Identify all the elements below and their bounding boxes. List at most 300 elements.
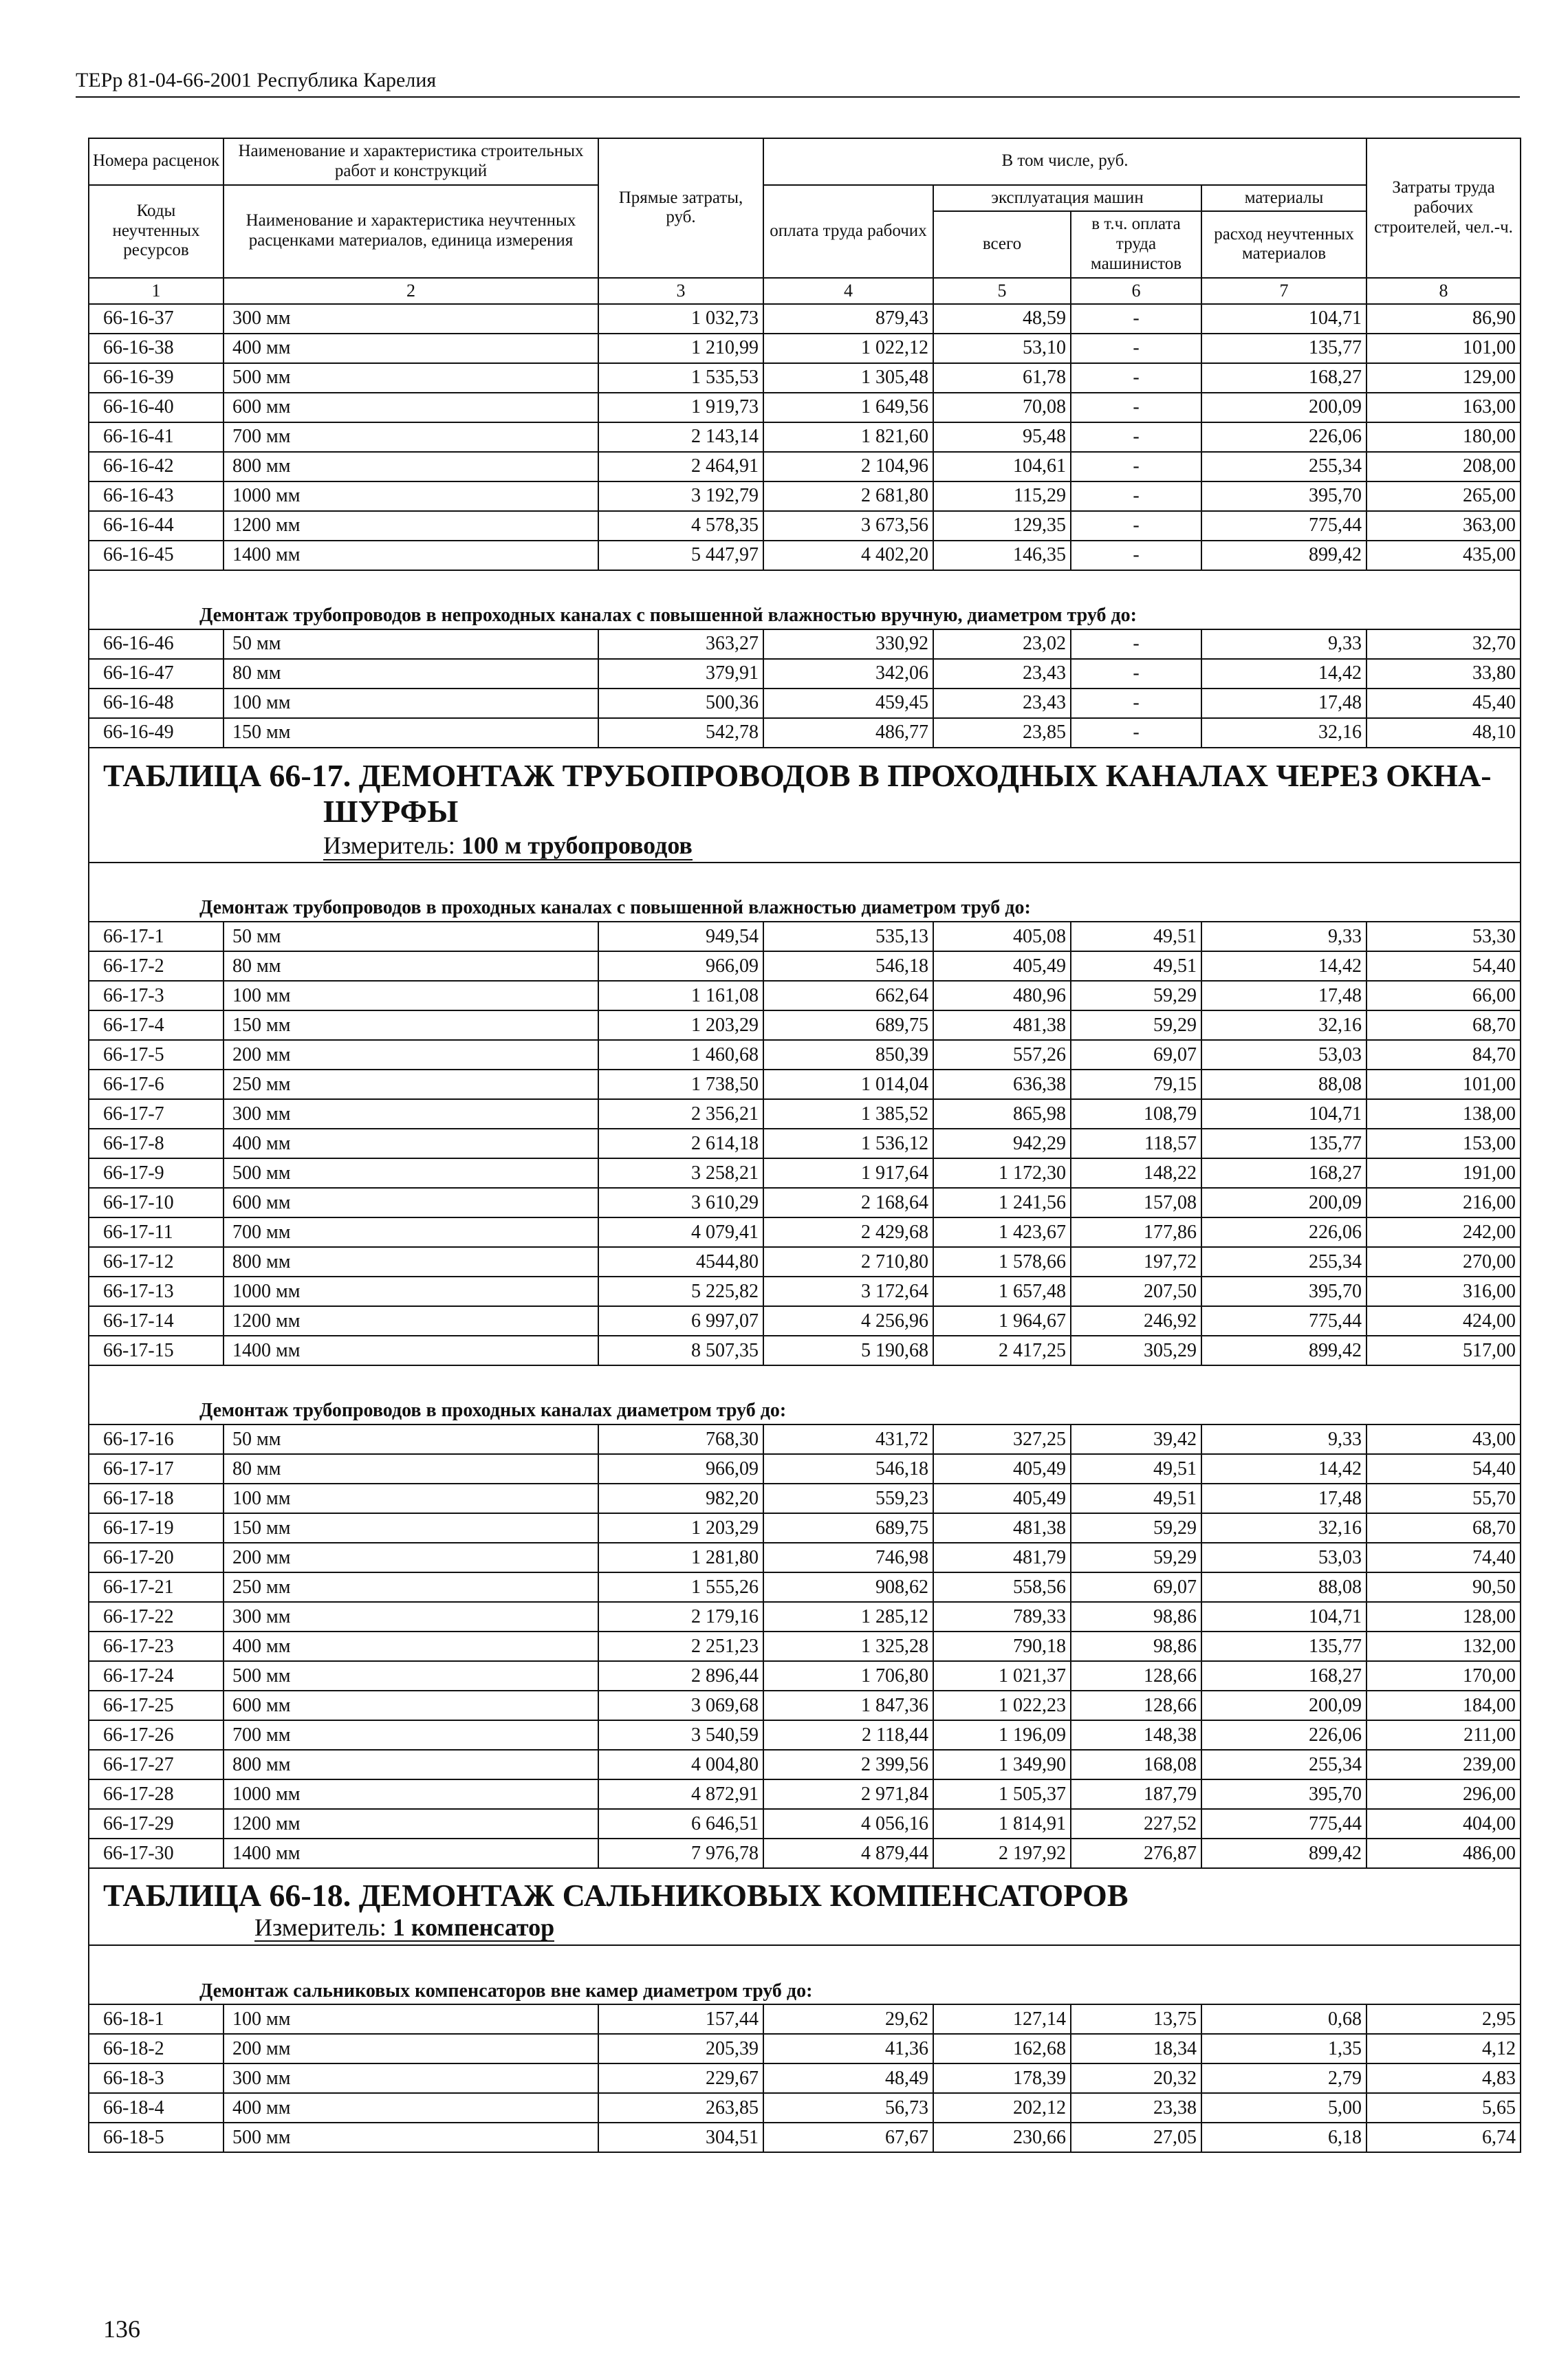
value-cell: 363,27 — [598, 629, 763, 659]
value-cell: 66,00 — [1366, 981, 1521, 1010]
rate-code: 66-17-22 — [89, 1602, 224, 1632]
table-row — [89, 541, 1521, 570]
header-machines: эксплуатация машин — [933, 185, 1201, 212]
value-cell: 435,00 — [1366, 541, 1521, 570]
value-cell: 296,00 — [1366, 1779, 1521, 1809]
value-cell: 191,00 — [1366, 1158, 1521, 1188]
value-cell: 500,36 — [598, 689, 763, 718]
table-row — [89, 1070, 1521, 1099]
table-row — [89, 1602, 1521, 1632]
value-cell: 207,50 — [1071, 1277, 1201, 1306]
value-cell: - — [1071, 541, 1201, 570]
value-cell: 229,67 — [598, 2063, 763, 2093]
value-cell: 5 447,97 — [598, 541, 763, 570]
table-row — [89, 1691, 1521, 1720]
diameter: 50 мм — [224, 629, 598, 659]
value-cell: 1,35 — [1201, 2034, 1366, 2063]
value-cell: 1 964,67 — [933, 1306, 1071, 1336]
value-cell: 3 673,56 — [763, 511, 933, 541]
value-cell: 128,66 — [1071, 1661, 1201, 1691]
measure-line — [323, 833, 693, 860]
value-cell: 88,08 — [1201, 1572, 1366, 1602]
value-cell: 17,48 — [1201, 1484, 1366, 1513]
rate-code: 66-17-24 — [89, 1661, 224, 1691]
diameter: 500 мм — [224, 1661, 598, 1691]
value-cell: 104,61 — [933, 452, 1071, 481]
value-cell: 5,65 — [1366, 2093, 1521, 2123]
value-cell: 966,09 — [598, 1454, 763, 1484]
diameter: 100 мм — [224, 981, 598, 1010]
value-cell: 101,00 — [1366, 1070, 1521, 1099]
value-cell: 128,00 — [1366, 1602, 1521, 1632]
rate-code: 66-17-26 — [89, 1720, 224, 1750]
diameter: 200 мм — [224, 1040, 598, 1070]
table-row — [89, 1010, 1521, 1040]
rate-code: 66-17-3 — [89, 981, 224, 1010]
diameter: 1200 мм — [224, 1306, 598, 1336]
value-cell: 2 143,14 — [598, 422, 763, 452]
value-cell: 1 032,73 — [598, 304, 763, 334]
value-cell: 27,05 — [1071, 2123, 1201, 2152]
table-row — [89, 1217, 1521, 1247]
diameter: 600 мм — [224, 393, 598, 422]
rate-code: 66-16-43 — [89, 481, 224, 511]
value-cell: 9,33 — [1201, 922, 1366, 951]
diameter: 250 мм — [224, 1070, 598, 1099]
value-cell: 202,12 — [933, 2093, 1071, 2123]
table-row — [89, 922, 1521, 951]
value-cell: 4,12 — [1366, 2034, 1521, 2063]
value-cell: 13,75 — [1071, 2004, 1201, 2034]
rate-code: 66-17-8 — [89, 1129, 224, 1158]
header-including: В том числе, руб. — [763, 138, 1366, 185]
value-cell: 899,42 — [1201, 1839, 1366, 1868]
value-cell: - — [1071, 393, 1201, 422]
value-cell: 39,42 — [1071, 1424, 1201, 1454]
value-cell: 129,00 — [1366, 363, 1521, 393]
rate-code: 66-16-46 — [89, 629, 224, 659]
value-cell: 1 241,56 — [933, 1188, 1071, 1217]
value-cell: 363,00 — [1366, 511, 1521, 541]
header-col1-b: Коды неучтенных ресурсов — [89, 185, 224, 278]
value-cell: 14,42 — [1201, 1454, 1366, 1484]
table-row — [89, 629, 1521, 659]
value-cell: 53,10 — [933, 334, 1071, 363]
header-col2-b: Наименование и характеристика неучтенных расценками материалов, единица измерения — [224, 185, 598, 278]
value-cell: 148,22 — [1071, 1158, 1201, 1188]
rate-code: 66-16-42 — [89, 452, 224, 481]
table-row — [89, 481, 1521, 511]
value-cell: 226,06 — [1201, 1720, 1366, 1750]
rate-code: 66-18-2 — [89, 2034, 224, 2063]
value-cell: 431,72 — [763, 1424, 933, 1454]
value-cell: 48,10 — [1366, 718, 1521, 748]
header-row-1 — [89, 138, 1521, 185]
table-row — [89, 422, 1521, 452]
diameter: 300 мм — [224, 2063, 598, 2093]
value-cell: 61,78 — [933, 363, 1071, 393]
rate-code: 66-17-13 — [89, 1277, 224, 1306]
rate-code: 66-17-28 — [89, 1779, 224, 1809]
diameter: 500 мм — [224, 363, 598, 393]
value-cell: 168,27 — [1201, 1661, 1366, 1691]
rate-code: 66-17-11 — [89, 1217, 224, 1247]
value-cell: - — [1071, 304, 1201, 334]
value-cell: 2 356,21 — [598, 1099, 763, 1129]
value-cell: 459,45 — [763, 689, 933, 718]
column-number: 3 — [598, 278, 763, 304]
table-title: ТАБЛИЦА 66-18. ДЕМОНТАЖ САЛЬНИКОВЫХ КОМПЕНСАТОРОВ — [103, 1878, 1129, 1914]
value-cell: 1 847,36 — [763, 1691, 933, 1720]
rate-code: 66-17-5 — [89, 1040, 224, 1070]
value-cell: 48,59 — [933, 304, 1071, 334]
value-cell: 481,38 — [933, 1010, 1071, 1040]
rate-code: 66-17-2 — [89, 951, 224, 981]
header-col7: расход неучтенных материалов — [1201, 211, 1366, 277]
value-cell: 1 161,08 — [598, 981, 763, 1010]
rate-code: 66-16-47 — [89, 659, 224, 689]
value-cell: 1 385,52 — [763, 1099, 933, 1129]
table-row — [89, 1661, 1521, 1691]
value-cell: 481,79 — [933, 1543, 1071, 1572]
value-cell: 1 657,48 — [933, 1277, 1071, 1306]
value-cell: 54,40 — [1366, 951, 1521, 981]
value-cell: 395,70 — [1201, 1277, 1366, 1306]
measure-value: 100 м трубопроводов — [461, 832, 693, 860]
diameter: 1200 мм — [224, 511, 598, 541]
table-row — [89, 1543, 1521, 1572]
diameter: 1400 мм — [224, 541, 598, 570]
value-cell: 6,74 — [1366, 2123, 1521, 2152]
value-cell: 4 879,44 — [763, 1839, 933, 1868]
value-cell: 53,03 — [1201, 1543, 1366, 1572]
value-cell: 84,70 — [1366, 1040, 1521, 1070]
value-cell: 216,00 — [1366, 1188, 1521, 1217]
value-cell: 180,00 — [1366, 422, 1521, 452]
rate-code: 66-17-29 — [89, 1809, 224, 1839]
header-row-2 — [89, 185, 1521, 212]
value-cell: 59,29 — [1071, 1543, 1201, 1572]
value-cell: 59,29 — [1071, 981, 1201, 1010]
diameter: 400 мм — [224, 1129, 598, 1158]
diameter: 200 мм — [224, 1543, 598, 1572]
value-cell: 43,00 — [1366, 1424, 1521, 1454]
column-number: 8 — [1366, 278, 1521, 304]
measure-label: Измеритель: — [254, 1913, 393, 1941]
value-cell: 95,48 — [933, 422, 1071, 452]
value-cell: 3 610,29 — [598, 1188, 763, 1217]
value-cell: 18,34 — [1071, 2034, 1201, 2063]
diameter: 1000 мм — [224, 1779, 598, 1809]
value-cell: - — [1071, 363, 1201, 393]
value-cell: 200,09 — [1201, 393, 1366, 422]
value-cell: 2 179,16 — [598, 1602, 763, 1632]
diameter: 700 мм — [224, 422, 598, 452]
value-cell: 424,00 — [1366, 1306, 1521, 1336]
value-cell: 74,40 — [1366, 1543, 1521, 1572]
value-cell: 7 976,78 — [598, 1839, 763, 1868]
value-cell: 2,95 — [1366, 2004, 1521, 2034]
value-cell: 1 210,99 — [598, 334, 763, 363]
value-cell: 197,72 — [1071, 1247, 1201, 1277]
value-cell: 101,00 — [1366, 334, 1521, 363]
table-row — [89, 1484, 1521, 1513]
column-number: 7 — [1201, 278, 1366, 304]
value-cell: 59,29 — [1071, 1010, 1201, 1040]
value-cell: 265,00 — [1366, 481, 1521, 511]
value-cell: 104,71 — [1201, 1602, 1366, 1632]
value-cell: - — [1071, 422, 1201, 452]
value-cell: 56,73 — [763, 2093, 933, 2123]
value-cell: 53,30 — [1366, 922, 1521, 951]
value-cell: 2 614,18 — [598, 1129, 763, 1158]
value-cell: 775,44 — [1201, 1306, 1366, 1336]
value-cell: 208,00 — [1366, 452, 1521, 481]
diameter: 1400 мм — [224, 1336, 598, 1365]
diameter: 400 мм — [224, 334, 598, 363]
value-cell: - — [1071, 629, 1201, 659]
value-cell: 4 402,20 — [763, 541, 933, 570]
value-cell: 6,18 — [1201, 2123, 1366, 2152]
value-cell: 1 203,29 — [598, 1010, 763, 1040]
price-table — [88, 138, 1521, 2153]
value-cell: 1 203,29 — [598, 1513, 763, 1543]
section-row-channels — [89, 1398, 1521, 1424]
value-cell: 41,36 — [763, 2034, 933, 2063]
value-cell: 23,43 — [933, 689, 1071, 718]
header-col5: всего — [933, 211, 1071, 277]
rate-code: 66-16-40 — [89, 393, 224, 422]
value-cell: - — [1071, 452, 1201, 481]
table-row — [89, 981, 1521, 1010]
table-row — [89, 659, 1521, 689]
value-cell: 1 022,12 — [763, 334, 933, 363]
value-cell: 1 814,91 — [933, 1809, 1071, 1839]
spacer-row — [89, 1365, 1521, 1398]
header-col4: оплата труда рабочих — [763, 185, 933, 278]
value-cell: 395,70 — [1201, 481, 1366, 511]
diameter: 700 мм — [224, 1720, 598, 1750]
value-cell: 1 649,56 — [763, 393, 933, 422]
diameter: 800 мм — [224, 1750, 598, 1779]
diameter: 300 мм — [224, 304, 598, 334]
value-cell: 486,00 — [1366, 1839, 1521, 1868]
value-cell: 546,18 — [763, 951, 933, 981]
value-cell: 790,18 — [933, 1632, 1071, 1661]
column-number: 2 — [224, 278, 598, 304]
value-cell: 1 738,50 — [598, 1070, 763, 1099]
section-row-humid-channels — [89, 895, 1521, 922]
table-row — [89, 1247, 1521, 1277]
rate-code: 66-16-41 — [89, 422, 224, 452]
value-cell: 517,00 — [1366, 1336, 1521, 1365]
value-cell: 1 305,48 — [763, 363, 933, 393]
value-cell: 3 540,59 — [598, 1720, 763, 1750]
value-cell: 135,77 — [1201, 1129, 1366, 1158]
value-cell: 5,00 — [1201, 2093, 1366, 2123]
value-cell: 542,78 — [598, 718, 763, 748]
diameter: 80 мм — [224, 951, 598, 981]
table-row — [89, 334, 1521, 363]
table-row — [89, 1750, 1521, 1779]
rate-code: 66-17-16 — [89, 1424, 224, 1454]
table-row — [89, 452, 1521, 481]
value-cell: 178,39 — [933, 2063, 1071, 2093]
value-cell: 9,33 — [1201, 1424, 1366, 1454]
table-row — [89, 1720, 1521, 1750]
value-cell: 104,71 — [1201, 304, 1366, 334]
table-row — [89, 1424, 1521, 1454]
table-row — [89, 2123, 1521, 2152]
value-cell: - — [1071, 659, 1201, 689]
value-cell: 33,80 — [1366, 659, 1521, 689]
diameter: 100 мм — [224, 1484, 598, 1513]
column-numbers-row — [89, 278, 1521, 304]
table-row — [89, 363, 1521, 393]
measure-unit — [103, 1915, 1506, 1945]
value-cell: 255,34 — [1201, 452, 1366, 481]
value-cell: - — [1071, 334, 1201, 363]
value-cell: 1 919,73 — [598, 393, 763, 422]
value-cell: 689,75 — [763, 1010, 933, 1040]
value-cell: 1 505,37 — [933, 1779, 1071, 1809]
table-row — [89, 1158, 1521, 1188]
value-cell: 395,70 — [1201, 1779, 1366, 1809]
value-cell: 405,49 — [933, 951, 1071, 981]
value-cell: 200,09 — [1201, 1188, 1366, 1217]
rate-code: 66-17-6 — [89, 1070, 224, 1099]
value-cell: 263,85 — [598, 2093, 763, 2123]
value-cell: 4 578,35 — [598, 511, 763, 541]
value-cell: 305,29 — [1071, 1336, 1201, 1365]
section-heading: Демонтаж сальниковых компенсаторов вне камер диаметром труб до: — [89, 1977, 1521, 2004]
diameter: 250 мм — [224, 1572, 598, 1602]
table-row — [89, 1099, 1521, 1129]
header-col3: Прямые затраты, руб. — [598, 138, 763, 278]
value-cell: 636,38 — [933, 1070, 1071, 1099]
table-row — [89, 718, 1521, 748]
value-cell: 200,09 — [1201, 1691, 1366, 1720]
value-cell: 2,79 — [1201, 2063, 1366, 2093]
diameter: 100 мм — [224, 2004, 598, 2034]
value-cell: 1 555,26 — [598, 1572, 763, 1602]
value-cell: 1 535,53 — [598, 363, 763, 393]
page-header — [76, 69, 1520, 98]
rate-code: 66-17-21 — [89, 1572, 224, 1602]
value-cell: 255,34 — [1201, 1247, 1366, 1277]
header-materials: материалы — [1201, 185, 1366, 212]
value-cell: 949,54 — [598, 922, 763, 951]
value-cell: 4 872,91 — [598, 1779, 763, 1809]
rate-code: 66-17-20 — [89, 1543, 224, 1572]
rate-code: 66-16-48 — [89, 689, 224, 718]
spacer-cell — [89, 1945, 1521, 1977]
value-cell: 327,25 — [933, 1424, 1071, 1454]
rate-code: 66-16-49 — [89, 718, 224, 748]
section-row-compensators — [89, 1977, 1521, 2004]
value-cell: 17,48 — [1201, 981, 1366, 1010]
value-cell: 405,49 — [933, 1454, 1071, 1484]
value-cell: 90,50 — [1366, 1572, 1521, 1602]
diameter: 700 мм — [224, 1217, 598, 1247]
table-row — [89, 1188, 1521, 1217]
value-cell: 546,18 — [763, 1454, 933, 1484]
value-cell: 746,98 — [763, 1543, 933, 1572]
rate-code: 66-17-18 — [89, 1484, 224, 1513]
value-cell: 79,15 — [1071, 1070, 1201, 1099]
value-cell: 53,03 — [1201, 1040, 1366, 1070]
diameter: 200 мм — [224, 2034, 598, 2063]
value-cell: 138,00 — [1366, 1099, 1521, 1129]
value-cell: - — [1071, 481, 1201, 511]
value-cell: 558,56 — [933, 1572, 1071, 1602]
column-number: 4 — [763, 278, 933, 304]
value-cell: 982,20 — [598, 1484, 763, 1513]
table-row — [89, 1572, 1521, 1602]
section-heading: Демонтаж трубопроводов в непроходных каналах с повышенной влажностью вручную, диаметром труб до: — [89, 603, 1521, 629]
header-col2-a: Наименование и характеристика строительных работ и конструкций — [224, 138, 598, 185]
value-cell: 177,86 — [1071, 1217, 1201, 1247]
value-cell: 168,27 — [1201, 1158, 1366, 1188]
rate-code: 66-17-25 — [89, 1691, 224, 1720]
rate-code: 66-17-17 — [89, 1454, 224, 1484]
value-cell: 304,51 — [598, 2123, 763, 2152]
table-row — [89, 689, 1521, 718]
value-cell: 270,00 — [1366, 1247, 1521, 1277]
value-cell: 54,40 — [1366, 1454, 1521, 1484]
value-cell: 128,66 — [1071, 1691, 1201, 1720]
value-cell: 879,43 — [763, 304, 933, 334]
value-cell: 899,42 — [1201, 541, 1366, 570]
value-cell: 789,33 — [933, 1602, 1071, 1632]
value-cell: 14,42 — [1201, 659, 1366, 689]
value-cell: 67,67 — [763, 2123, 933, 2152]
diameter: 1000 мм — [224, 1277, 598, 1306]
value-cell: 4544,80 — [598, 1247, 763, 1277]
rate-code: 66-17-19 — [89, 1513, 224, 1543]
value-cell: 1 423,67 — [933, 1217, 1071, 1247]
value-cell: 162,68 — [933, 2034, 1071, 2063]
diameter: 80 мм — [224, 659, 598, 689]
value-cell: 2 971,84 — [763, 1779, 933, 1809]
value-cell: 404,00 — [1366, 1809, 1521, 1839]
value-cell: 2 197,92 — [933, 1839, 1071, 1868]
value-cell: 4 056,16 — [763, 1809, 933, 1839]
rate-code: 66-18-5 — [89, 2123, 224, 2152]
value-cell: 86,90 — [1366, 304, 1521, 334]
rate-code: 66-17-7 — [89, 1099, 224, 1129]
value-cell: 662,64 — [763, 981, 933, 1010]
value-cell: 1 172,30 — [933, 1158, 1071, 1188]
value-cell: 187,79 — [1071, 1779, 1201, 1809]
value-cell: 1 917,64 — [763, 1158, 933, 1188]
value-cell: 20,32 — [1071, 2063, 1201, 2093]
value-cell: 184,00 — [1366, 1691, 1521, 1720]
measure-label: Измеритель: — [323, 832, 461, 860]
value-cell: 559,23 — [763, 1484, 933, 1513]
diameter: 800 мм — [224, 1247, 598, 1277]
section-row-manual-dismantling — [89, 603, 1521, 629]
measure-value: 1 компенсатор — [392, 1913, 555, 1941]
value-cell: 1 285,12 — [763, 1602, 933, 1632]
column-number: 5 — [933, 278, 1071, 304]
spacer-cell — [89, 1365, 1521, 1398]
value-cell: 135,77 — [1201, 1632, 1366, 1661]
value-cell: 68,70 — [1366, 1513, 1521, 1543]
table-row — [89, 1632, 1521, 1661]
table-title-continuation: ШУРФЫ — [323, 794, 459, 830]
value-cell: 1 706,80 — [763, 1661, 933, 1691]
